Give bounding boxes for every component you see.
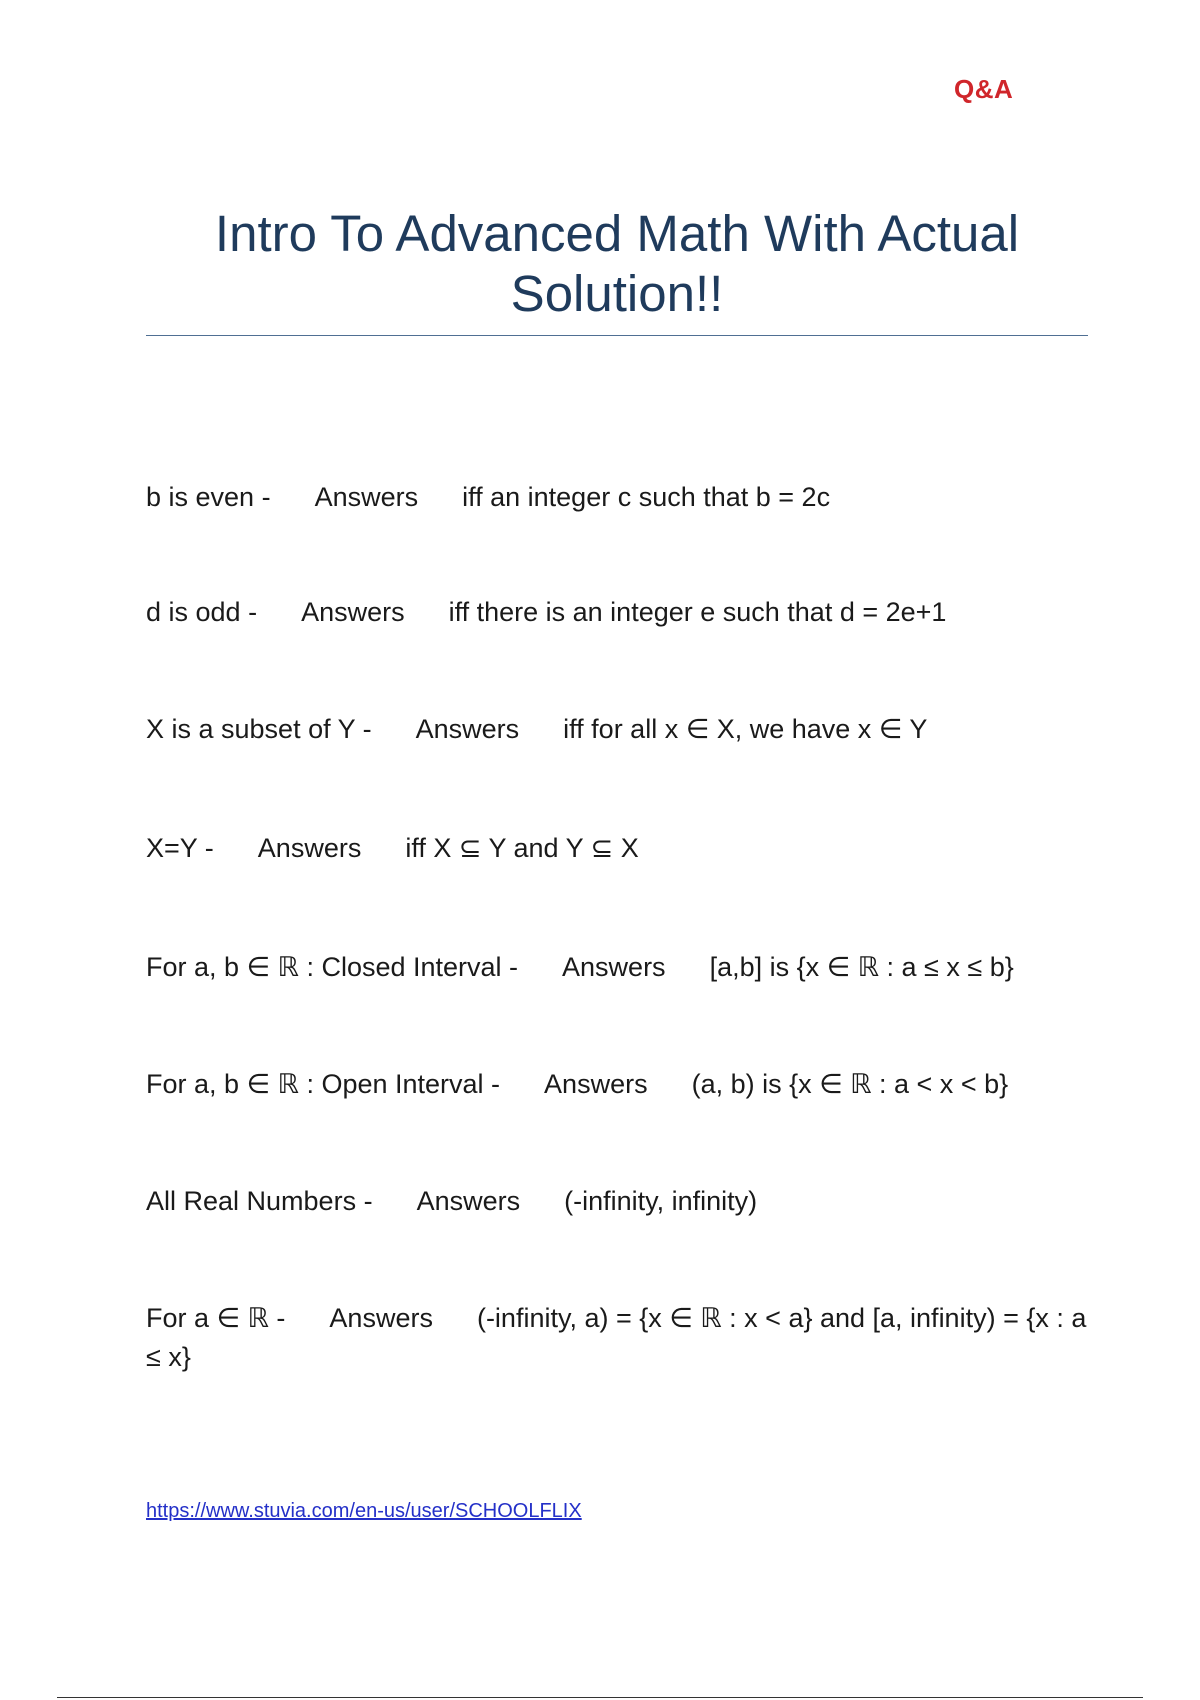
qa-answer-label: Answers	[329, 1303, 433, 1333]
title-divider	[146, 335, 1088, 336]
qa-item	[146, 593, 1088, 632]
qa-question: X is a subset of Y -	[146, 714, 372, 744]
qa-item	[146, 478, 1088, 517]
qa-answer-label: Answers	[544, 1069, 648, 1099]
qa-label: Q&A	[954, 74, 1014, 104]
qa-question: All Real Numbers -	[146, 1186, 373, 1216]
stuvia-profile-link[interactable]: https://www.stuvia.com/en-us/user/SCHOOLFLIX	[146, 1500, 582, 1522]
qa-item	[146, 1299, 1088, 1377]
qa-answer: [a,b] is {x ∈ ℝ : a ≤ x ≤ b}	[709, 952, 1014, 982]
qa-answer: iff X ⊆ Y and Y ⊆ X	[405, 833, 639, 863]
qa-answer: (-infinity, a) = {x ∈ ℝ : x < a} and [a, infinity) = {x : a ≤ x}	[146, 1303, 1087, 1372]
qa-answer-label: Answers	[301, 597, 405, 627]
qa-question: X=Y -	[146, 833, 214, 863]
qa-item	[146, 829, 1088, 868]
qa-answer: (a, b) is {x ∈ ℝ : a < x < b}	[691, 1069, 1009, 1099]
qa-answer-label: Answers	[562, 952, 666, 982]
page-title: Intro To Advanced Math With Actual Solution!!	[214, 205, 1020, 322]
qa-answer: iff for all x ∈ X, we have x ∈ Y	[563, 714, 928, 744]
qa-answer-label: Answers	[257, 833, 362, 863]
qa-item	[146, 1182, 1088, 1221]
qa-answer: iff an integer c such that b = 2c	[462, 482, 831, 512]
qa-question: For a ∈ ℝ -	[146, 1303, 286, 1333]
qa-question: b is even -	[146, 482, 271, 512]
qa-answer-label: Answers	[416, 1186, 521, 1216]
qa-answer-label: Answers	[415, 714, 520, 744]
qa-answer-label: Answers	[314, 482, 419, 512]
qa-question: d is odd -	[146, 597, 258, 627]
qa-answer: (-infinity, infinity)	[564, 1186, 758, 1216]
qa-question: For a, b ∈ ℝ : Closed Interval -	[146, 952, 519, 982]
qa-item	[146, 710, 1088, 749]
qa-item	[146, 948, 1088, 987]
qa-item	[146, 1065, 1088, 1104]
page-bottom-divider	[57, 1697, 1143, 1698]
qa-answer: iff there is an integer e such that d = 2e+1	[448, 597, 947, 627]
qa-question: For a, b ∈ ℝ : Open Interval -	[146, 1069, 501, 1099]
